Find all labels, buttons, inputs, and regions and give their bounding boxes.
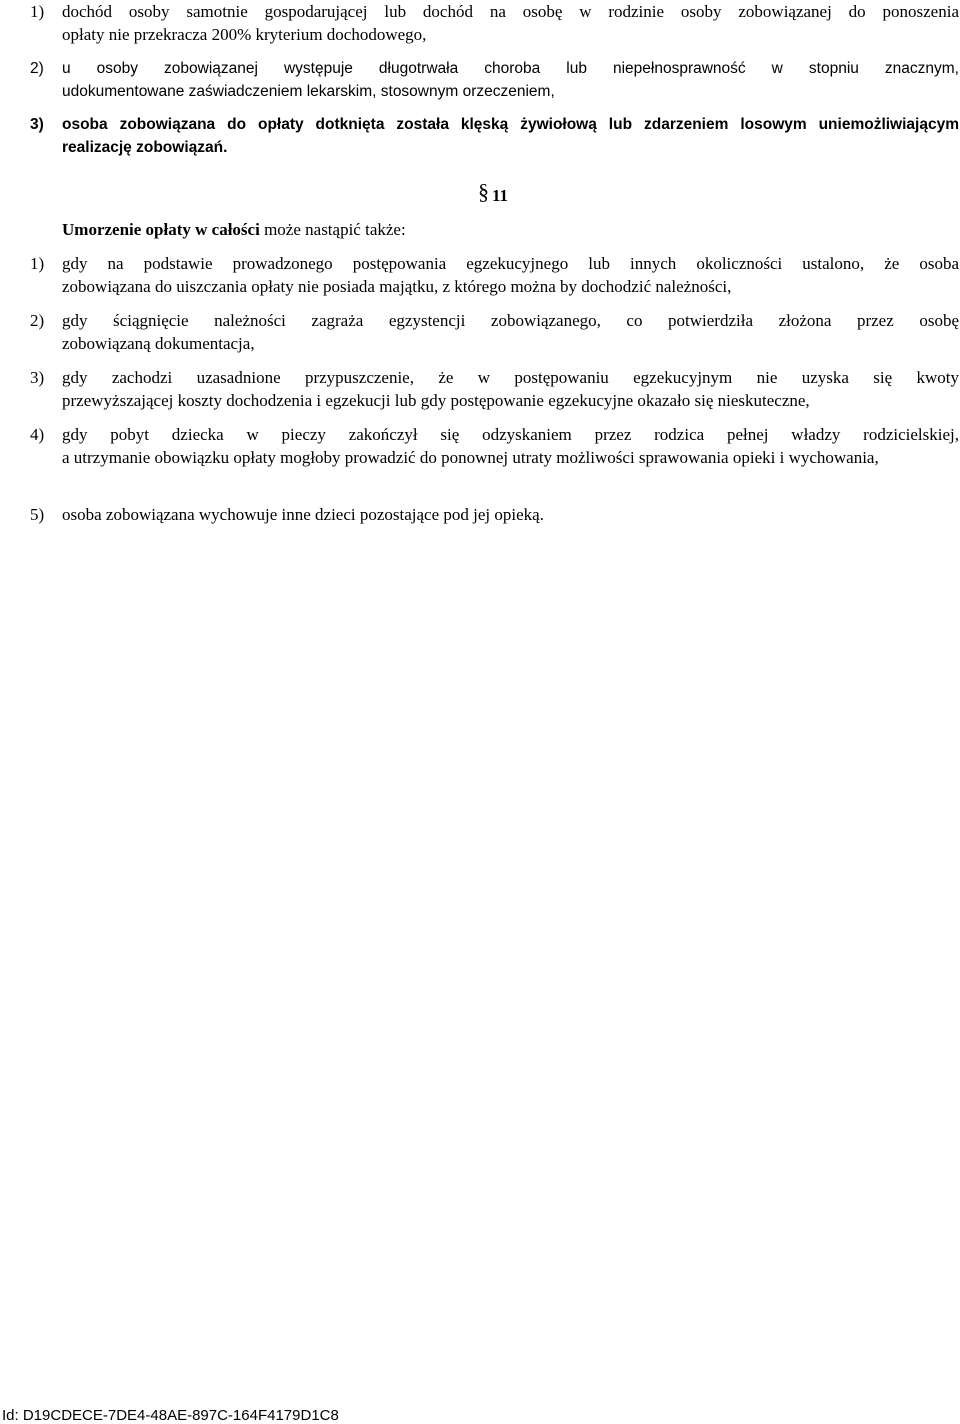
list-item-number: 1) [30, 254, 45, 273]
list-item [30, 366, 959, 412]
list-item-text-line1: dochód osoby samotnie gospodarującej lub dochód na osobę w rodzinie osoby zobowiązanej do ponoszenia [62, 2, 959, 21]
list-item-text-line1: u osoby zobowiązanej występuje długotrwała choroba lub niepełnosprawność w stopniu znacznym, [62, 60, 959, 77]
list-item-number: 1) [30, 2, 45, 21]
list-item [30, 503, 959, 526]
list-item-number: 5) [30, 505, 45, 524]
list-item-text-rest: przewyższającej koszty dochodzenia i egzekucji lub gdy postępowanie egzekucyjne okazało się nieskuteczne, [62, 391, 810, 410]
list-item-text-rest: opłaty nie przekracza 200% kryterium dochodowego, [62, 25, 427, 44]
list-item [30, 423, 959, 469]
list-item-text-line1: gdy pobyt dziecka w pieczy zakończył się odzyskaniem przez rodzica pełnej władzy rodzicielskiej, [62, 425, 959, 444]
list-item-number: 2) [30, 60, 44, 77]
list-item-text-line1: gdy ściągnięcie należności zagraża egzystencji zobowiązanego, co potwierdziła złożona przez osobę [62, 311, 959, 330]
list-item-number: 3) [30, 368, 45, 387]
section-lead-rest: może nastąpić także: [259, 220, 406, 239]
list-item [30, 113, 959, 159]
list-item-number: 4) [30, 425, 45, 444]
list-item-number: 3) [30, 116, 44, 133]
section-mark: § [478, 179, 489, 204]
list-item-text-rest: a utrzymanie obowiązku opłaty mogłoby prowadzić do ponownej utraty możliwości sprawowania opieki i wychowania, [62, 448, 879, 467]
list-item [30, 252, 959, 298]
list-item [30, 57, 959, 103]
list-item-number: 2) [30, 311, 45, 330]
list-item-text-rest: osoba zobowiązana wychowuje inne dzieci pozostające pod jej opieką. [62, 505, 544, 524]
list-item-text-rest: zobowiązaną dokumentacja, [62, 334, 255, 353]
list-item-text-rest: zobowiązana do uiszczania opłaty nie posiada majątku, z którego można by dochodzić należności, [62, 277, 732, 296]
document-id: Id: D19CDECE-7DE4-48AE-897C-164F4179D1C8 [2, 1407, 339, 1424]
list-item [30, 0, 959, 46]
list-item-text-rest: udokumentowane zaświadczeniem lekarskim, stosownym orzeczeniem, [62, 83, 555, 100]
section-number: 11 [492, 186, 509, 205]
list-item-text-line1: gdy zachodzi uzasadnione przypuszczenie, że w postępowaniu egzekucyjnym nie uzyska się kwoty [62, 368, 959, 387]
list-item-text-line1: gdy na podstawie prowadzonego postępowania egzekucyjnego lub innych okoliczności ustalono, że osoba [62, 254, 959, 273]
section-lead [62, 218, 406, 241]
list-item-text-rest: realizację zobowiązań. [62, 139, 228, 156]
section-lead-bold: Umorzenie opłaty w całości [62, 220, 260, 239]
list-item-text-line1: osoba zobowiązana do opłaty dotknięta została klęską żywiołową lub zdarzeniem losowym uniemożliwiającym [62, 116, 959, 133]
list-item [30, 309, 959, 355]
